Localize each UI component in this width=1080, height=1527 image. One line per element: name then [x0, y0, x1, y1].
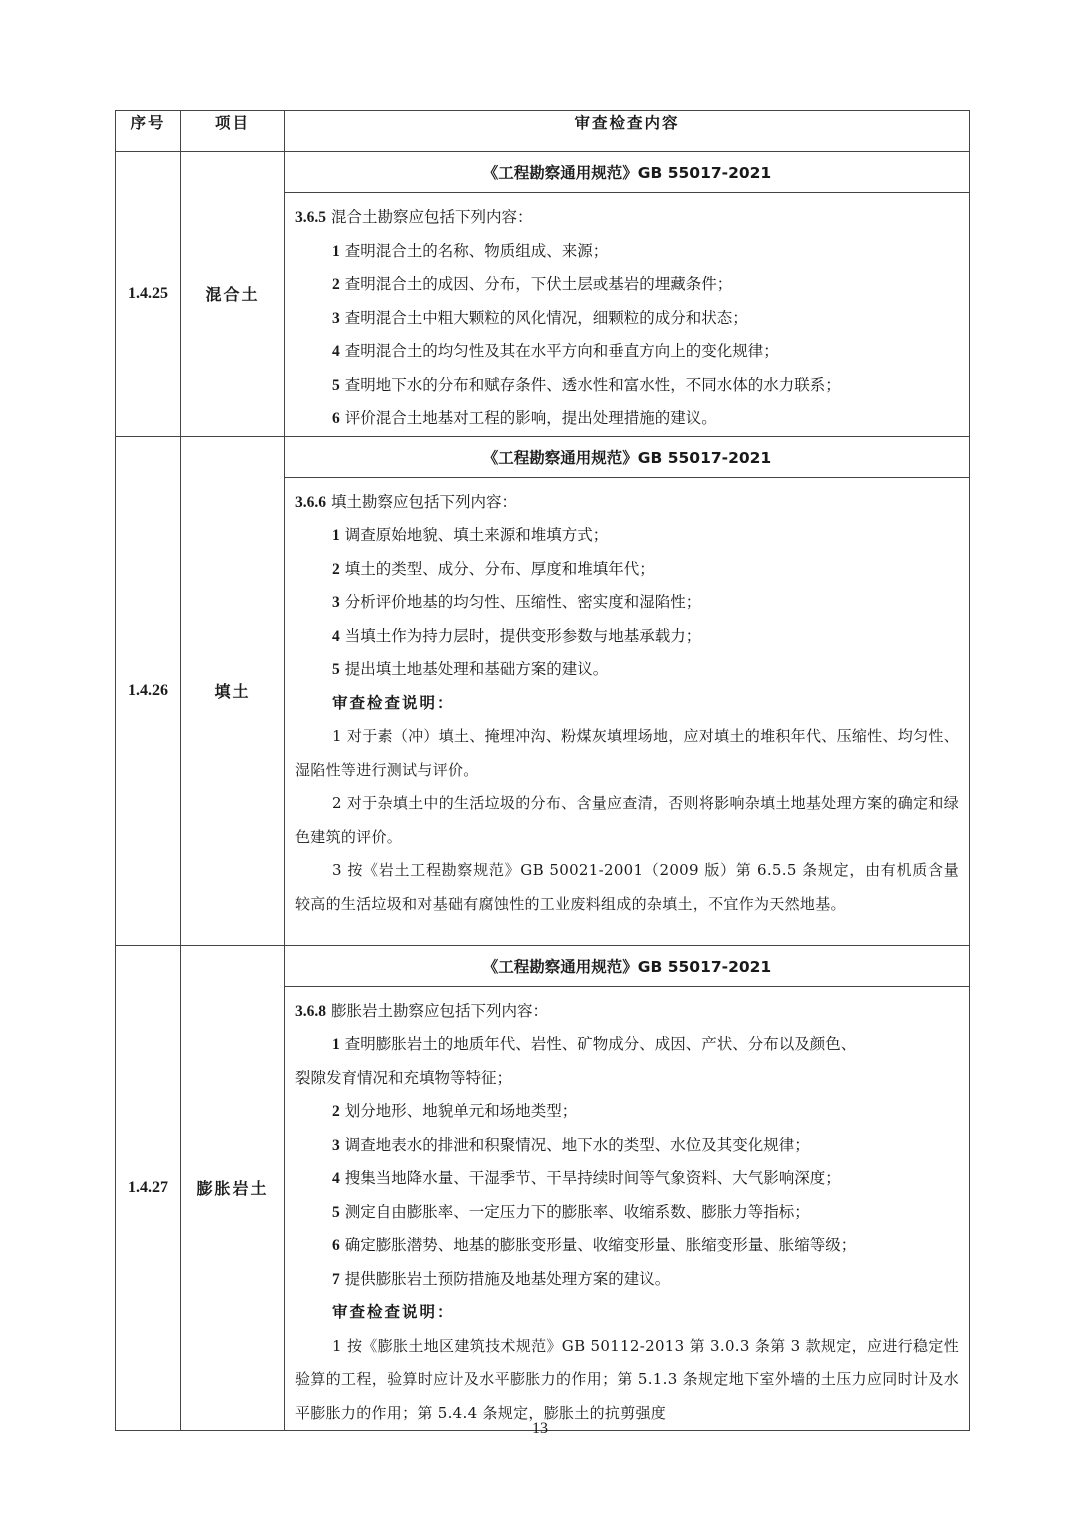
list-item: 6 确定膨胀潜势、地基的膨胀变形量、收缩变形量、胀缩变形量、胀缩等级； — [332, 1236, 857, 1254]
row-item: 膨胀岩土 — [181, 945, 285, 1431]
list-item: 4 查明混合土的均匀性及其在水平方向和垂直方向上的变化规律； — [332, 342, 779, 360]
clause-line — [295, 486, 959, 520]
table-header-row — [116, 111, 970, 152]
clause-text: 混合土勘察应包括下列内容： — [330, 208, 533, 226]
list-item: 1 查明混合土的名称、物质组成、来源； — [332, 241, 609, 260]
list-item: 4 搜集当地降水量、干湿季节、干旱持续时间等气象资料、大气影响深度； — [332, 1169, 841, 1187]
content-cell — [285, 986, 970, 1431]
list-item: 2 查明混合土的成因、分布，下伏土层或基岩的埋藏条件； — [332, 275, 733, 293]
note-paragraph: 2 对于杂填土中的生活垃圾的分布、含量应查清，否则将影响杂填土地基处理方案的确定和绿色建筑的评价。 — [295, 794, 959, 846]
list-item: 5 查明地下水的分布和赋存条件、透水性和富水性，不同水体的水力联系； — [332, 375, 841, 394]
content-cell — [285, 477, 970, 945]
header-content: 审查检查内容 — [285, 111, 970, 152]
clause-number: 3.6.5 — [295, 209, 326, 226]
list-item: 1 调查原始地貌、填土来源和堆填方式； — [332, 526, 609, 544]
list-item: 3 调查地表水的排泄和积聚情况、地下水的类型、水位及其变化规律； — [332, 1135, 810, 1154]
list-item: 5 测定自由膨胀率、一定压力下的膨胀率、收缩系数、膨胀力等指标； — [332, 1202, 810, 1221]
list-item: 2 划分地形、地貌单元和场地类型； — [332, 1102, 578, 1120]
standard-title: 《工程勘察通用规范》GB 55017-2021 — [285, 436, 970, 477]
list-item: 3 分析评价地基的均匀性、压缩性、密实度和湿陷性； — [332, 593, 702, 611]
table-row — [116, 436, 970, 477]
note-paragraph: 3 按《岩土工程勘察规范》GB 50021-2001（2009 版）第 6.5.5 条规定，由有机质含量较高的生活垃圾和对基础有腐蚀性的工业废料组成的杂填土，不宜作为天然地基。 — [295, 861, 959, 913]
clause-number: 3.6.6 — [295, 493, 326, 511]
clause-text: 填土勘察应包括下列内容： — [330, 492, 517, 511]
row-number: 1.4.26 — [116, 436, 181, 945]
clause-line — [295, 201, 959, 235]
page-number: 13 — [532, 1420, 548, 1437]
row-number: 1.4.25 — [116, 152, 181, 437]
header-item: 项目 — [181, 111, 285, 152]
row-number: 1.4.27 — [116, 945, 181, 1431]
row-item: 填土 — [181, 436, 285, 945]
standard-title: 《工程勘察通用规范》GB 55017-2021 — [285, 945, 970, 986]
clause-number: 3.6.8 — [295, 1002, 326, 1020]
standard-title: 《工程勘察通用规范》GB 55017-2021 — [285, 152, 970, 193]
note-paragraph: 1 按《膨胀土地区建筑技术规范》GB 50112-2013 第 3.0.3 条第 3 款规定，应进行稳定性验算的工程，验算时应计及水平膨胀力的作用；第 5.1.3 条规定地下室外墙的土压力应同时计及水平膨胀力的作用；第 5.4.4 条规定，膨胀土的抗剪强度 — [295, 1336, 959, 1422]
list-item: 5 提出填土地基处理和基础方案的建议。 — [332, 660, 609, 678]
list-item: 7 提供膨胀岩土预防措施及地基处理方案的建议。 — [332, 1269, 671, 1288]
table-row — [116, 945, 970, 986]
note-title: 审查检查说明： — [332, 693, 455, 712]
list-item: 6 评价混合土地基对工程的影响，提出处理措施的建议。 — [332, 409, 717, 427]
note-paragraph: 1 对于素（冲）填土、掩埋冲沟、粉煤灰填埋场地，应对填土的堆积年代、压缩性、均匀性、湿陷性等进行测试与评价。 — [295, 727, 959, 779]
list-item: 1 查明膨胀岩土的地质年代、岩性、矿物成分、成因、产状、分布以及颜色、 — [332, 1035, 857, 1053]
clause-text: 膨胀岩土勘察应包括下列内容： — [330, 1001, 548, 1020]
list-item: 3 查明混合土中粗大颗粒的风化情况，细颗粒的成分和状态； — [332, 308, 748, 327]
content-cell — [285, 193, 970, 437]
note-title: 审查检查说明： — [332, 1303, 455, 1321]
table-row — [116, 152, 970, 193]
clause-line — [295, 995, 959, 1029]
list-item: 2 填土的类型、成分、分布、厚度和堆填年代； — [332, 559, 655, 578]
review-table — [115, 110, 970, 1431]
list-item: 4 当填土作为持力层时，提供变形参数与地基承载力； — [332, 626, 702, 645]
header-seq: 序号 — [116, 111, 181, 152]
row-item: 混合土 — [181, 152, 285, 437]
list-item-continuation: 裂隙发育情况和充填物等特征； — [295, 1068, 513, 1087]
